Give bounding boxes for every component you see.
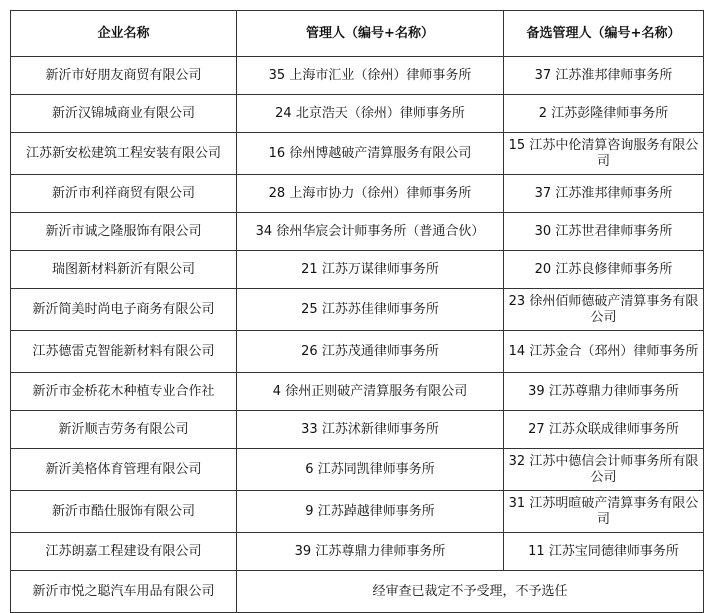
company-cell: 江苏新安松建筑工程安装有限公司 xyxy=(11,133,237,175)
alternate-cell: 20 江苏良修律师事务所 xyxy=(504,251,704,289)
table-row xyxy=(11,175,704,213)
table-row xyxy=(11,251,704,289)
company-cell: 新沂顺吉劳务有限公司 xyxy=(11,411,237,449)
manager-cell: 26 江苏茂通律师事务所 xyxy=(237,331,504,373)
table-row xyxy=(11,289,704,331)
table-row xyxy=(11,213,704,251)
alternate-cell: 27 江苏众联成律师事务所 xyxy=(504,411,704,449)
header-row xyxy=(11,11,704,57)
alternate-cell: 2 江苏彭隆律师事务所 xyxy=(504,95,704,133)
header-manager: 管理人（编号+名称） xyxy=(237,11,504,57)
table-row-last xyxy=(11,571,704,613)
table-row xyxy=(11,491,704,533)
company-cell: 新沂市酷仕服饰有限公司 xyxy=(11,491,237,533)
manager-cell: 28 上海市协力（徐州）律师事务所 xyxy=(237,175,504,213)
table-row xyxy=(11,133,704,175)
manager-cell: 9 江苏踔越律师事务所 xyxy=(237,491,504,533)
manager-cell: 24 北京浩天（徐州）律师事务所 xyxy=(237,95,504,133)
rejection-note: 经审查已裁定不予受理，不予选任 xyxy=(237,571,704,613)
company-cell: 新沂简美时尚电子商务有限公司 xyxy=(11,289,237,331)
alternate-cell: 15 江苏中伦清算咨询服务有限公司 xyxy=(504,133,704,175)
manager-cell: 4 徐州正则破产清算服务有限公司 xyxy=(237,373,504,411)
table-row xyxy=(11,411,704,449)
alternate-cell: 30 江苏世君律师事务所 xyxy=(504,213,704,251)
company-cell: 新沂市好朋友商贸有限公司 xyxy=(11,57,237,95)
table-row xyxy=(11,95,704,133)
manager-cell: 21 江苏万谋律师事务所 xyxy=(237,251,504,289)
company-cell: 新沂市金桥花木种植专业合作社 xyxy=(11,373,237,411)
alternate-cell: 14 江苏金合（邳州）律师事务所 xyxy=(504,331,704,373)
alternate-cell: 23 徐州佰师德破产清算事务有限公司 xyxy=(504,289,704,331)
table-row xyxy=(11,449,704,491)
table-row xyxy=(11,373,704,411)
company-cell: 江苏德雷克智能新材料有限公司 xyxy=(11,331,237,373)
alternate-cell: 11 江苏宝同德律师事务所 xyxy=(504,533,704,571)
manager-cell: 33 江苏沭新律师事务所 xyxy=(237,411,504,449)
manager-cell: 34 徐州华宸会计师事务所（普通合伙） xyxy=(237,213,504,251)
company-cell: 新沂美格体育管理有限公司 xyxy=(11,449,237,491)
company-cell: 瑞图新材料新沂有限公司 xyxy=(11,251,237,289)
table-row xyxy=(11,331,704,373)
alternate-cell: 37 江苏淮邦律师事务所 xyxy=(504,175,704,213)
company-cell: 新沂市悦之聪汽车用品有限公司 xyxy=(11,571,237,613)
table-container xyxy=(10,10,704,613)
table-row xyxy=(11,57,704,95)
company-cell: 江苏朗嘉工程建设有限公司 xyxy=(11,533,237,571)
manager-cell: 16 徐州博越破产清算服务有限公司 xyxy=(237,133,504,175)
alternate-cell: 37 江苏淮邦律师事务所 xyxy=(504,57,704,95)
company-cell: 新沂汉锦城商业有限公司 xyxy=(11,95,237,133)
alternate-cell: 31 江苏明暄破产清算事务有限公司 xyxy=(504,491,704,533)
header-company: 企业名称 xyxy=(11,11,237,57)
company-cell: 新沂市利祥商贸有限公司 xyxy=(11,175,237,213)
manager-cell: 39 江苏尊鼎力律师事务所 xyxy=(237,533,504,571)
alternate-cell: 39 江苏尊鼎力律师事务所 xyxy=(504,373,704,411)
manager-cell: 25 江苏苏佳律师事务所 xyxy=(237,289,504,331)
header-alternate-manager: 备选管理人（编号+名称） xyxy=(504,11,704,57)
manager-cell: 6 江苏同凯律师事务所 xyxy=(237,449,504,491)
manager-cell: 35 上海市汇业（徐州）律师事务所 xyxy=(237,57,504,95)
company-cell: 新沂市诚之隆服饰有限公司 xyxy=(11,213,237,251)
manager-table xyxy=(10,10,704,613)
table-row xyxy=(11,533,704,571)
alternate-cell: 32 江苏中德信会计师事务所有限公司 xyxy=(504,449,704,491)
